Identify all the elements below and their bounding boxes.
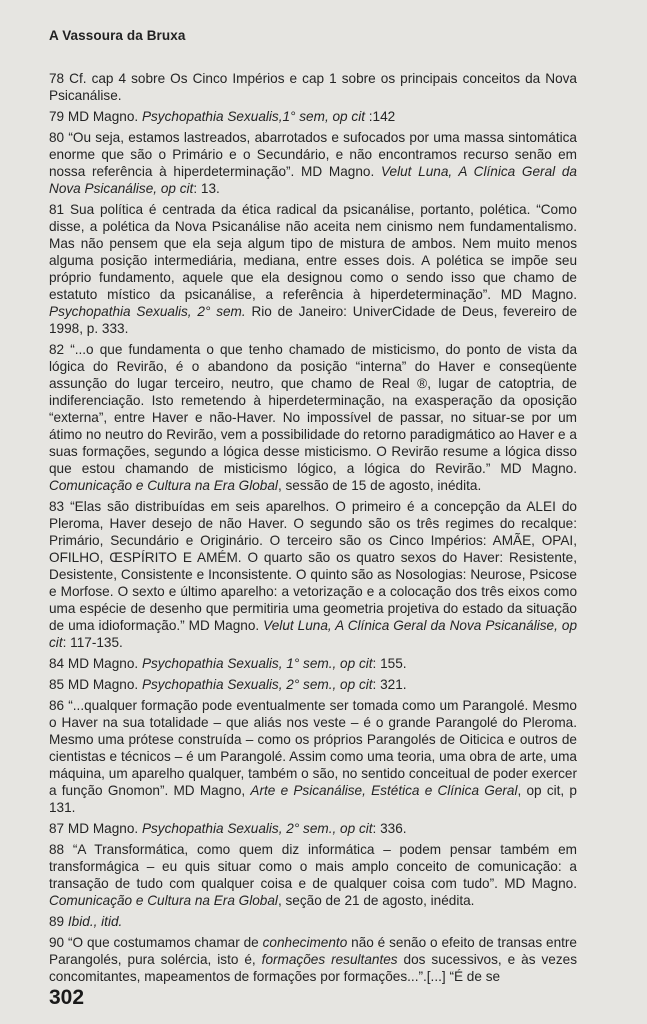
footnote [49,498,577,651]
footnote-italic-text: Psychopathia Sexualis, 2° sem., op cit [141,821,373,836]
footnote [49,913,577,930]
footnote-italic-text: Comunicação e Cultura na Era Global [49,478,278,493]
footnote [49,201,577,337]
footnote-text: 83 “Elas são distribuídas em seis aparelhos. O primeiro é a concepção da ALEI do Pleroma, Haver desejo de não Haver. O segundo são os três regimes do recalque: Primário, Secundário e Originário. O terceiro são os Cinco Impérios: AMÃE, OPAI, OFILHO, ŒSPÍRITO E AMÉM. O quarto são os quatro sexos do Haver: Resistente, Desistente, Consistente e Inconsistente. O quinto são as Nosologias: Neurose, Psicose e Morfose. O sexto e último aparelho: a vetorização e a colocação dos três eixos como uma espécie de desenho que permitiria uma geometria projetiva do estado da situação de uma idioformação.” MD Magno. [49,499,577,633]
footnote-text: dos sucessivos, e às vezes concomitantes, mapeamentos de formações por formações...”.[...] “É de se [49,952,577,984]
page-number: 302 [49,986,85,1009]
footnote-text: : 13. [193,181,220,196]
footnote-text: 84 MD Magno. [49,656,142,671]
footnote [49,676,577,693]
footnote-italic-text: Velut Luna, A Clínica Geral da Nova Psicanálise, op cit [49,164,577,196]
footnote-text: 87 MD Magno. [49,821,142,836]
footnote-text: 79 MD Magno. [49,109,142,124]
footnote-italic-text: Velut Luna, A Clínica Geral da Nova Psicanálise, op cit [49,618,578,650]
footnote-italic-text: Psychopathia Sexualis,1° sem, op cit [141,109,365,124]
footnote-italic-text: Arte e Psicanálise, Estética e Clínica Geral [250,783,518,798]
footnote-text: 88 “A Transformática, como quem diz informática – podem pensar também em transformágica – eu quis situar como o mais amplo conceito de comunicação: a transação de tudo com qualquer coisa e de qualquer coisa com tudo”. MD Magno. [49,842,577,891]
footnote-text: , seção de 21 de agosto, inédita. [277,893,475,908]
footnote-text: : 155. [372,656,407,671]
footnotes-list [49,70,577,989]
running-header: A Vassoura da Bruxa [49,28,186,43]
footnote-text: 82 “...o que fundamenta o que tenho chamado de misticismo, do ponto de vista da lógica do Revirão, é o abandono da posição “interna” do Haver e conseqüente assunção do lugar terceiro, neutro, que chamo de Real ®, lugar de catoptria, de indiferenciação. Isto remetendo à hiperdeterminação, na exasperação da oposição “externa”, entre Haver e não-Haver. No impossível de passar, no situar-se por um átimo no neutro do Revirão, vem a possibilidade do retorno paradigmático ao Haver e a suas formações, segundo a lógica desse misticismo. O Revirão resume a lógica disso que estou chamando de misticismo lógico, a lógica do Revirão.” MD Magno. [49,342,577,476]
footnote-text: , op cit, p 131. [49,783,577,815]
footnote-text: , sessão de 15 de agosto, inédita. [277,478,482,493]
footnote [49,655,577,672]
footnote-text: :142 [365,109,396,124]
footnote [49,341,577,494]
footnote-text: : 117-135. [62,635,123,650]
footnote [49,108,577,125]
footnote-text: 81 Sua política é centrada da ética radical da psicanálise, portanto, polética. “Como disse, a polética da Nova Psicanálise não aceita nem cinismo nem fundamentalismo. Mas não pensem que ela seja algum tipo de mistura de ambos. Nem muito menos alguma posição intermediária, mediana, entre esses dois. A polética se impõe seu próprio fundamento, aquele que ela designou como o sendo isso que chamo de estatuto místico da psicanálise, a referência à hiperdeterminação”. MD Magno. [49,202,577,302]
footnote [49,697,577,816]
footnote [49,934,577,985]
footnote-text: : 336. [372,821,407,836]
footnote-text: 89 [49,914,68,929]
footnote-italic-text: Psychopathia Sexualis, 2° sem., op cit [141,677,373,692]
footnote-text: 90 “O que costumamos chamar de [49,935,263,950]
footnote-text: 85 MD Magno. [49,677,142,692]
footnote-text: 80 “Ou seja, estamos lastreados, abarrotados e sufocados por uma massa sintomática enorme que são o Primário e o Secundário, e não encontramos recurso senão em nossa referência à hiperdeterminação”. MD Magno. [49,130,577,179]
footnote-text: : 321. [372,677,407,692]
footnote-text: 78 Cf. cap 4 sobre Os Cinco Impérios e cap 1 sobre os principais conceitos da Nova Psicanálise. [49,71,577,103]
footnote-italic-text: Comunicação e Cultura na Era Global [49,893,278,908]
footnote-text: não é senão o efeito de transas entre Parangolés, pura solércia, isto é, [49,935,577,967]
footnote-italic-text: conhecimento [262,935,348,950]
footnote-italic-text: Psychopathia Sexualis, 2° sem. [49,304,246,319]
footnote-italic-text: Psychopathia Sexualis, 1° sem., op cit [141,656,373,671]
footnote-text: Rio de Janeiro: UniverCidade de Deus, fevereiro de 1998, p. 333. [49,304,577,336]
footnote [49,129,577,197]
footnote [49,820,577,837]
footnote [49,841,577,909]
footnote [49,70,577,104]
footnote-text: 86 “...qualquer formação pode eventualmente ser tomada como um Parangolé. Mesmo o Haver na sua totalidade – que aliás nos veste – é o grande Parangolé do Pleroma. Mesmo uma prótese construída – como os próprios Parangolés de Oiticica e outros de cientistas e técnicos – é um Parangolé. Assim como uma teoria, uma obra de arte, uma máquina, um aparelho qualquer, também o são, no sentido conceitual de poder exercer a função Gnomon”. MD Magno, [49,698,577,798]
footnote-italic-text: formações resultantes [261,952,398,967]
footnote-italic-text: Ibid., itid. [67,914,123,929]
